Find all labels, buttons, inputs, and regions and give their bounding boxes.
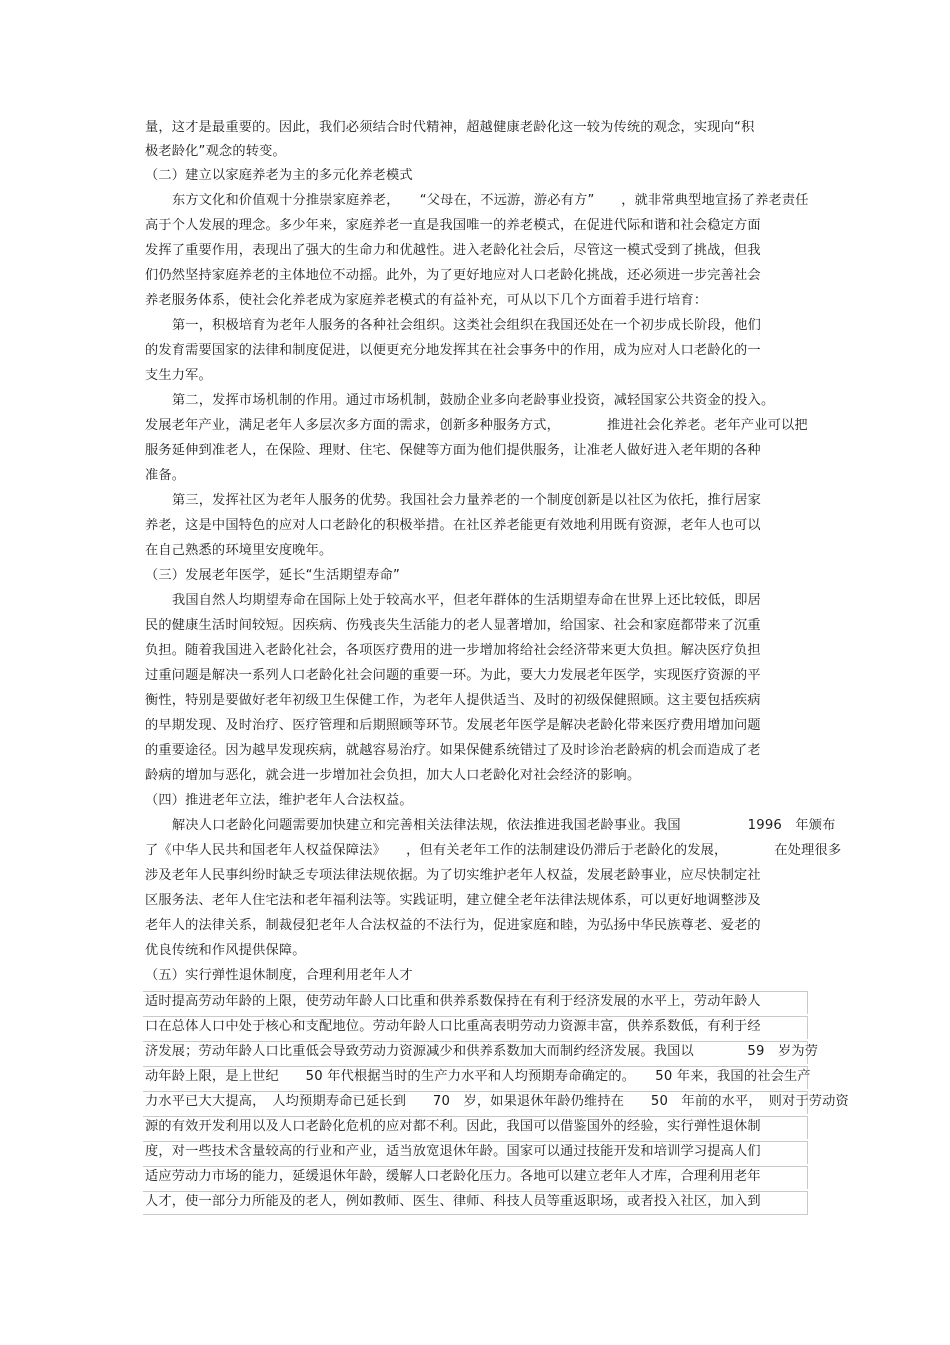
text-line: 了《中华人民共和国老年人权益保障法》 ，但有关老年工作的法制建设仍滞后于老龄化的发展， 在处理很多 (145, 843, 842, 858)
text-line: 在自己熟悉的环境里安度晚年。 (145, 543, 333, 558)
text-line: 的发育需要国家的法律和制度促进，以便更充分地发挥其在社会事务中的作用，成为应对人口老龄化的一 (145, 343, 761, 358)
text-line: 服务延伸到准老人，在保险、理财、住宅、保健等方面为他们提供服务，让准老人做好进入老年期的各种 (145, 443, 761, 458)
text-line: 老年人的法律关系，制裁侵犯老年人合法权益的不法行为，促进家庭和睦，为弘扬中华民族尊老、爱老的 (145, 918, 761, 933)
text-line: 度，对一些技术含量较高的行业和产业，适当放宽退休年龄。国家可以通过技能开发和培训学习提高人们 (145, 1144, 761, 1159)
text-line: 养老服务体系，使社会化养老成为家庭养老模式的有益补充，可从以下几个方面着手进行培育： (145, 293, 708, 308)
text-line: 解决人口老龄化问题需要加快建立和完善相关法律法规，依法推进我国老龄事业。我国 1996 年颁布 (172, 818, 836, 833)
text-line: 支生力军。 (145, 368, 212, 383)
section-heading: （五）实行弹性退休制度，合理利用老年人才 (145, 968, 413, 983)
text-line: 源的有效开发利用以及人口老龄化危机的应对都不利。因此，我国可以借鉴国外的经验，实行弹性退休制 (145, 1119, 761, 1134)
text-line: 第三，发挥社区为老年人服务的优势。我国社会力量养老的一个制度创新是以社区为依托，推行居家 (172, 493, 762, 508)
text-line: 我国自然人均期望寿命在国际上处于较高水平，但老年群体的生活期望寿命在世界上还比较低，即居 (172, 593, 762, 608)
section-heading: （二）建立以家庭养老为主的多元化养老模式 (145, 168, 413, 183)
text-line: 东方文化和价值观十分推崇家庭养老， “父母在，不远游，游必有方” ，就非常典型地宣扬了养老责任 (172, 193, 809, 208)
text-line: 龄病的增加与恶化，就会进一步增加社会负担，加大人口老龄化对社会经济的影响。 (145, 768, 641, 783)
text-line: 区服务法、老年人住宅法和老年福利法等。实践证明，建立健全老年法律法规体系，可以更好地调整涉及 (145, 893, 761, 908)
text-line: 口在总体人口中处于核心和支配地位。劳动年龄人口比重高表明劳动力资源丰富，供养系数低，有利于经 (145, 1019, 761, 1034)
section-heading: （四）推进老年立法，维护老年人合法权益。 (145, 793, 413, 808)
text-line: 适时提高劳动年龄的上限，使劳动年龄人口比重和供养系数保持在有利于经济发展的水平上，劳动年龄人 (145, 994, 761, 1009)
text-line: 们仍然坚持家庭养老的主体地位不动摇。此外，为了更好地应对人口老龄化挑战，还必须进一步完善社会 (145, 268, 761, 283)
text-line: 发展老年产业，满足老年人多层次多方面的需求，创新多种服务方式， 推进社会化养老。老年产业可以把 (145, 418, 808, 433)
text-line: 准备。 (145, 468, 186, 483)
text-line: 量，这才是最重要的。因此，我们必须结合时代精神，超越健康老龄化这一较为传统的观念，实现向“积 (145, 120, 755, 135)
text-line: 高于个人发展的理念。多少年来，家庭养老一直是我国唯一的养老模式，在促进代际和谐和社会稳定方面 (145, 218, 761, 233)
text-line: 负担。随着我国进入老龄化社会，各项医疗费用的进一步增加将给社会经济带来更大负担。解决医疗负担 (145, 643, 761, 658)
text-line: 涉及老年人民事纠纷时缺乏专项法律法规依据。为了切实维护老年人权益，发展老龄事业，应尽快制定社 (145, 868, 761, 883)
text-line: 过重问题是解决一系列人口老龄化社会问题的重要一环。为此，要大力发展老年医学，实现医疗资源的平 (145, 668, 761, 683)
text-line: 第一，积极培育为老年人服务的各种社会组织。这类社会组织在我国还处在一个初步成长阶段，他们 (172, 318, 762, 333)
text-line: 衡性，特别是要做好老年初级卫生保健工作，为老年人提供适当、及时的初级保健照顾。这主要包括疾病 (145, 693, 761, 708)
text-line: 发挥了重要作用，表现出了强大的生命力和优越性。进入老龄化社会后，尽管这一模式受到了挑战，但我 (145, 243, 761, 258)
text-line: 第二，发挥市场机制的作用。通过市场机制，鼓励企业多向老龄事业投资，减轻国家公共资金的投入。 (172, 393, 775, 408)
text-line: 民的健康生活时间较短。因疾病、伤残丧失生活能力的老人显著增加，给国家、社会和家庭都带来了沉重 (145, 618, 761, 633)
text-line: 的重要途径。因为越早发现疾病，就越容易治疗。如果保健系统错过了及时诊治老龄病的机会而造成了老 (145, 743, 761, 758)
text-line: 力水平已大大提高， 人均预期寿命已延长到 70 岁，如果退休年龄仍维持在 50 年前的水平， 则对于劳动资 (145, 1094, 849, 1109)
section-heading: （三）发展老年医学，延长“生活期望寿命” (145, 568, 401, 583)
text-line: 济发展；劳动年龄人口比重低会导致劳动力资源减少和供养系数加大而制约经济发展。我国以 59 岁为劳 (145, 1044, 819, 1059)
text-line: 极老龄化”观念的转变。 (145, 144, 286, 159)
text-line: 人才，使一部分力所能及的老人，例如教师、医生、律师、科技人员等重返职场，或者投入社区，加入到 (145, 1194, 761, 1209)
text-line: 优良传统和作风提供保障。 (145, 943, 306, 958)
text-line: 动年龄上限，是上世纪 50 年代根据当时的生产力水平和人均预期寿命确定的。 50 年来，我国的社会生产 (145, 1069, 811, 1084)
text-line: 适应劳动力市场的能力，延缓退休年龄，缓解人口老龄化压力。各地可以建立老年人才库，合理利用老年 (145, 1169, 761, 1184)
text-line: 的早期发现、及时治疗、医疗管理和后期照顾等环节。发展老年医学是解决老龄化带来医疗费用增加问题 (145, 718, 761, 733)
text-line: 养老，这是中国特色的应对人口老龄化的积极举措。在社区养老能更有效地利用既有资源，老年人也可以 (145, 518, 761, 533)
